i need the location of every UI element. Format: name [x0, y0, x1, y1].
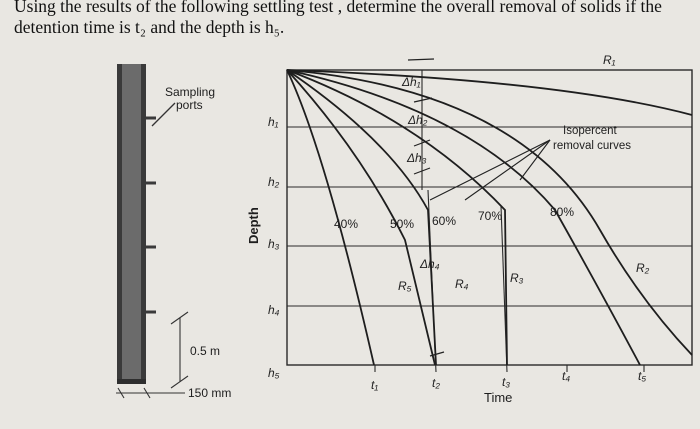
settling-column	[116, 64, 188, 398]
depth-tick-h1: h₁	[268, 115, 279, 129]
time-tick-t5: t₅	[638, 369, 647, 383]
delta-h4-label: Δh₄	[420, 257, 440, 271]
isopercent-label: Isopercent	[563, 125, 617, 137]
delta-h3-label: Δh₃	[407, 151, 427, 165]
sampling-ports	[146, 118, 156, 312]
ports-label: ports	[176, 98, 203, 112]
delta-h1-label: Δh₁	[402, 75, 421, 89]
percent-70: 70%	[478, 209, 503, 223]
time-tick-t2: t₂	[432, 376, 440, 390]
depth-axis-title: Depth	[246, 207, 261, 244]
removal-curves-label: removal curves	[553, 140, 631, 152]
width-label: 150 mm	[188, 386, 232, 400]
r4-label: R₄	[455, 277, 469, 291]
percent-50: 50%	[390, 217, 415, 231]
time-tick-t1: t₁	[371, 378, 379, 392]
depth-tick-h5: h₅	[268, 366, 280, 380]
depth-tick-h3: h₃	[268, 237, 280, 251]
question-line-2: detention time is t₂ and the depth is h₅.	[14, 17, 285, 37]
time-axis-title: Time	[484, 390, 513, 405]
r1-label: R₁	[603, 53, 616, 67]
question-line-1: Using the results of the following settling test , determine the overall removal of solids if the	[14, 0, 662, 16]
time-tick-t4: t₄	[562, 369, 571, 383]
percent-80: 80%	[550, 205, 575, 219]
percent-60: 60%	[432, 214, 457, 228]
delta-h2-label: Δh₂	[408, 113, 428, 127]
column-body	[121, 64, 142, 383]
r2-label: R₂	[636, 261, 650, 275]
depth-step-label: 0.5 m	[190, 344, 221, 358]
sampling-label: Sampling	[165, 85, 216, 99]
percent-40: 40%	[334, 217, 359, 231]
r5-label: R₅	[398, 279, 412, 293]
depth-tick-h4: h₄	[268, 303, 280, 317]
time-tick-t3: t₃	[502, 375, 511, 389]
r3-label: R₃	[510, 271, 524, 285]
depth-tick-h2: h₂	[268, 175, 280, 189]
